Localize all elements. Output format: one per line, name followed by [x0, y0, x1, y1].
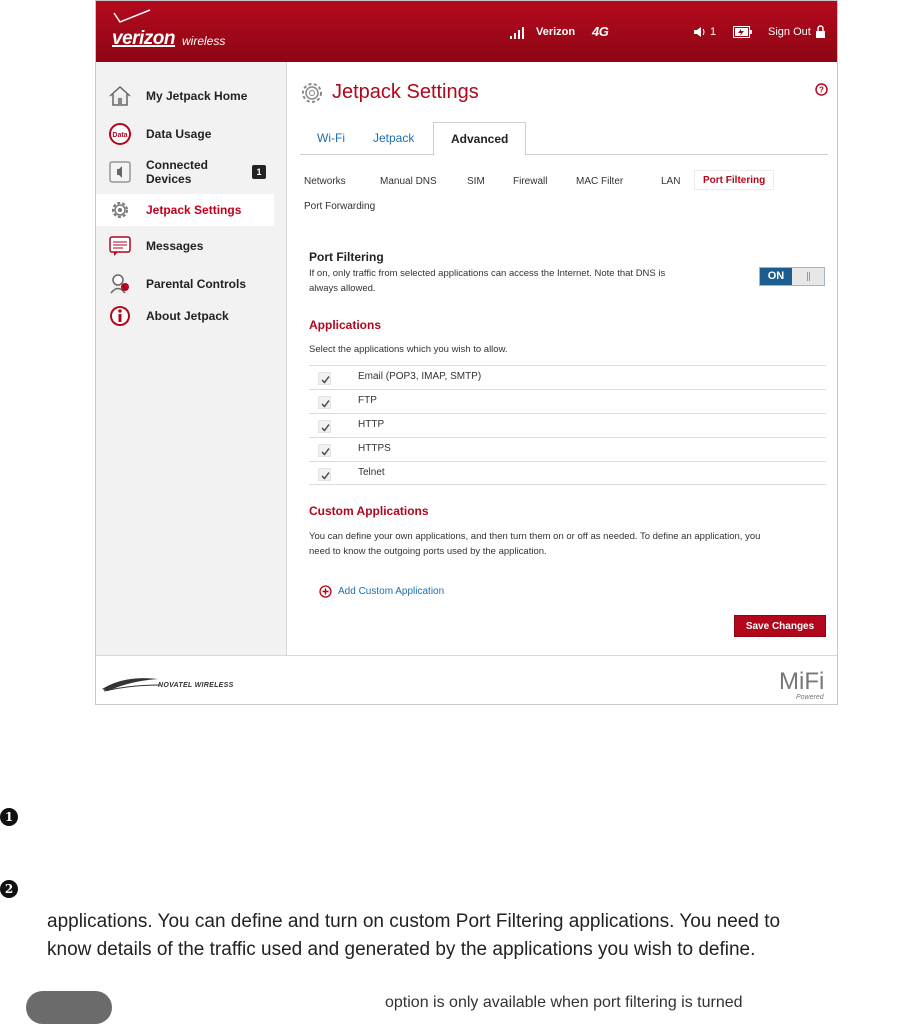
- tab-jetpack[interactable]: Jetpack: [373, 131, 415, 145]
- devices-icon: [108, 160, 132, 184]
- sidebar-item-label: Messages: [146, 239, 204, 253]
- connected-users-icon[interactable]: [693, 26, 707, 38]
- tab-advanced[interactable]: Advanced: [433, 122, 526, 156]
- jetpack-admin-window: [95, 0, 838, 705]
- mifi-powered: Powered: [796, 694, 824, 701]
- network-type: 4G: [592, 24, 609, 39]
- mifi-logo: MiFi: [779, 668, 825, 695]
- sidebar-item-data-usage[interactable]: [96, 118, 274, 150]
- messages-icon: [108, 234, 132, 258]
- app-checkbox[interactable]: [318, 420, 331, 433]
- connected-count: 1: [710, 26, 717, 38]
- help-icon[interactable]: [815, 83, 828, 96]
- sign-out-link[interactable]: Sign Out: [768, 26, 811, 38]
- sidebar-item-label: Data Usage: [146, 127, 212, 141]
- applications-desc: Select the applications which you wish to allow.: [309, 344, 508, 355]
- sidebar-item-label: Parental Controls: [146, 277, 247, 291]
- applications-title: Applications: [309, 318, 382, 332]
- step-bullet-1: 1: [0, 808, 18, 826]
- list-item: [309, 461, 826, 485]
- info-icon: [108, 304, 132, 328]
- sidebar-item-about[interactable]: [96, 300, 274, 332]
- save-changes-button[interactable]: Save Changes: [734, 615, 826, 637]
- footer: [96, 655, 837, 705]
- app-checkbox[interactable]: [318, 372, 331, 385]
- step-bullet-2: 2: [0, 880, 18, 898]
- port-filtering-desc: If on, only traffic from selected applications can access the Internet. Note that DNS is: [309, 268, 666, 279]
- subtab-networks[interactable]: Networks: [304, 176, 346, 187]
- sidebar-item-parental-controls[interactable]: [96, 268, 274, 300]
- add-custom-label: Add Custom Application: [338, 586, 445, 597]
- list-item: [309, 413, 826, 437]
- list-item: [309, 437, 826, 461]
- app-name: Telnet: [358, 467, 385, 478]
- list-item: [309, 389, 826, 413]
- custom-apps-desc: You can define your own applications, and then turn them on or off as needed. To define an application, you: [309, 531, 761, 542]
- sidebar-item-label: Connected Devices: [146, 158, 209, 186]
- list-item: [309, 365, 826, 389]
- main-panel: [288, 62, 837, 655]
- gear-icon: [108, 198, 132, 222]
- top-header-bar: [96, 1, 837, 62]
- verizon-check-icon: [112, 9, 152, 25]
- app-name: HTTPS: [358, 443, 391, 454]
- house-icon: [108, 84, 132, 108]
- sidebar-item-label: My Jetpack Home: [146, 89, 248, 103]
- custom-apps-title: Custom Applications: [309, 504, 429, 518]
- app-name: Email (POP3, IMAP, SMTP): [358, 371, 482, 382]
- note-label: [26, 991, 112, 1024]
- main-tabs: [300, 122, 828, 155]
- battery-icon: [733, 26, 752, 38]
- carrier-name: Verizon: [536, 26, 576, 38]
- subtab-sim[interactable]: SIM: [467, 176, 485, 187]
- sidebar-item-connected-devices[interactable]: [96, 156, 274, 188]
- custom-apps-desc-2: need to know the outgoing ports used by the application.: [309, 546, 547, 557]
- page-title: Jetpack Settings: [332, 81, 479, 103]
- svg-text:Data: Data: [112, 132, 128, 139]
- body-line-1: applications. You can define and turn on custom Port Filtering applications. You need to: [47, 911, 781, 932]
- applications-list: [309, 365, 826, 485]
- sidebar-item-messages[interactable]: [96, 230, 274, 262]
- app-checkbox[interactable]: [318, 396, 331, 409]
- sidebar-item-home[interactable]: [96, 80, 274, 112]
- lock-icon: [816, 25, 825, 38]
- subtab-port-forwarding[interactable]: Port Forwarding: [304, 201, 376, 212]
- settings-gear-icon: [300, 81, 324, 105]
- subtab-mac-filter[interactable]: MAC Filter: [576, 176, 624, 187]
- sidebar-item-label: About Jetpack: [146, 309, 229, 323]
- brand-name: verizon: [112, 28, 176, 49]
- port-filtering-desc-2: always allowed.: [309, 283, 376, 294]
- app-name: HTTP: [358, 419, 385, 430]
- subtab-firewall[interactable]: Firewall: [513, 176, 548, 187]
- add-circle-icon: [319, 585, 332, 598]
- app-checkbox[interactable]: [318, 444, 331, 457]
- checkmark-icon: [320, 446, 331, 457]
- document-body: [47, 908, 780, 964]
- note-text: option is only available when port filtering is turned: [385, 994, 743, 1011]
- port-filtering-title: Port Filtering: [309, 250, 384, 264]
- sidebar-item-jetpack-settings[interactable]: [96, 194, 274, 226]
- body-line-2: know details of the traffic used and generated by the applications you wish to define.: [47, 939, 756, 960]
- port-filtering-toggle[interactable]: [759, 267, 825, 286]
- sub-tabs: [304, 172, 829, 216]
- checkmark-icon: [320, 374, 331, 385]
- checkmark-icon: [320, 422, 331, 433]
- data-usage-icon: [108, 122, 132, 146]
- subtab-lan[interactable]: LAN: [661, 176, 681, 187]
- toggle-state: ON: [760, 268, 792, 285]
- svg-text:?: ?: [819, 85, 824, 95]
- parental-icon: [108, 272, 132, 296]
- checkmark-icon: [320, 398, 331, 409]
- subtab-manual-dns[interactable]: Manual DNS: [380, 176, 437, 187]
- app-name: FTP: [358, 395, 377, 406]
- brand-sub: wireless: [182, 34, 226, 48]
- verizon-logo[interactable]: [110, 9, 230, 53]
- devices-count-badge: 1: [252, 165, 266, 179]
- app-checkbox[interactable]: [318, 468, 331, 481]
- subtab-port-filtering[interactable]: Port Filtering: [694, 170, 774, 190]
- vendor-name: NOVATEL WIRELESS: [158, 682, 234, 689]
- sidebar-nav: [96, 62, 287, 655]
- checkmark-icon: [320, 470, 331, 481]
- tab-wifi[interactable]: Wi-Fi: [317, 131, 345, 145]
- signal-bars-icon: [510, 25, 528, 39]
- toggle-grip: [807, 272, 810, 281]
- sidebar-item-label: Jetpack Settings: [146, 203, 242, 217]
